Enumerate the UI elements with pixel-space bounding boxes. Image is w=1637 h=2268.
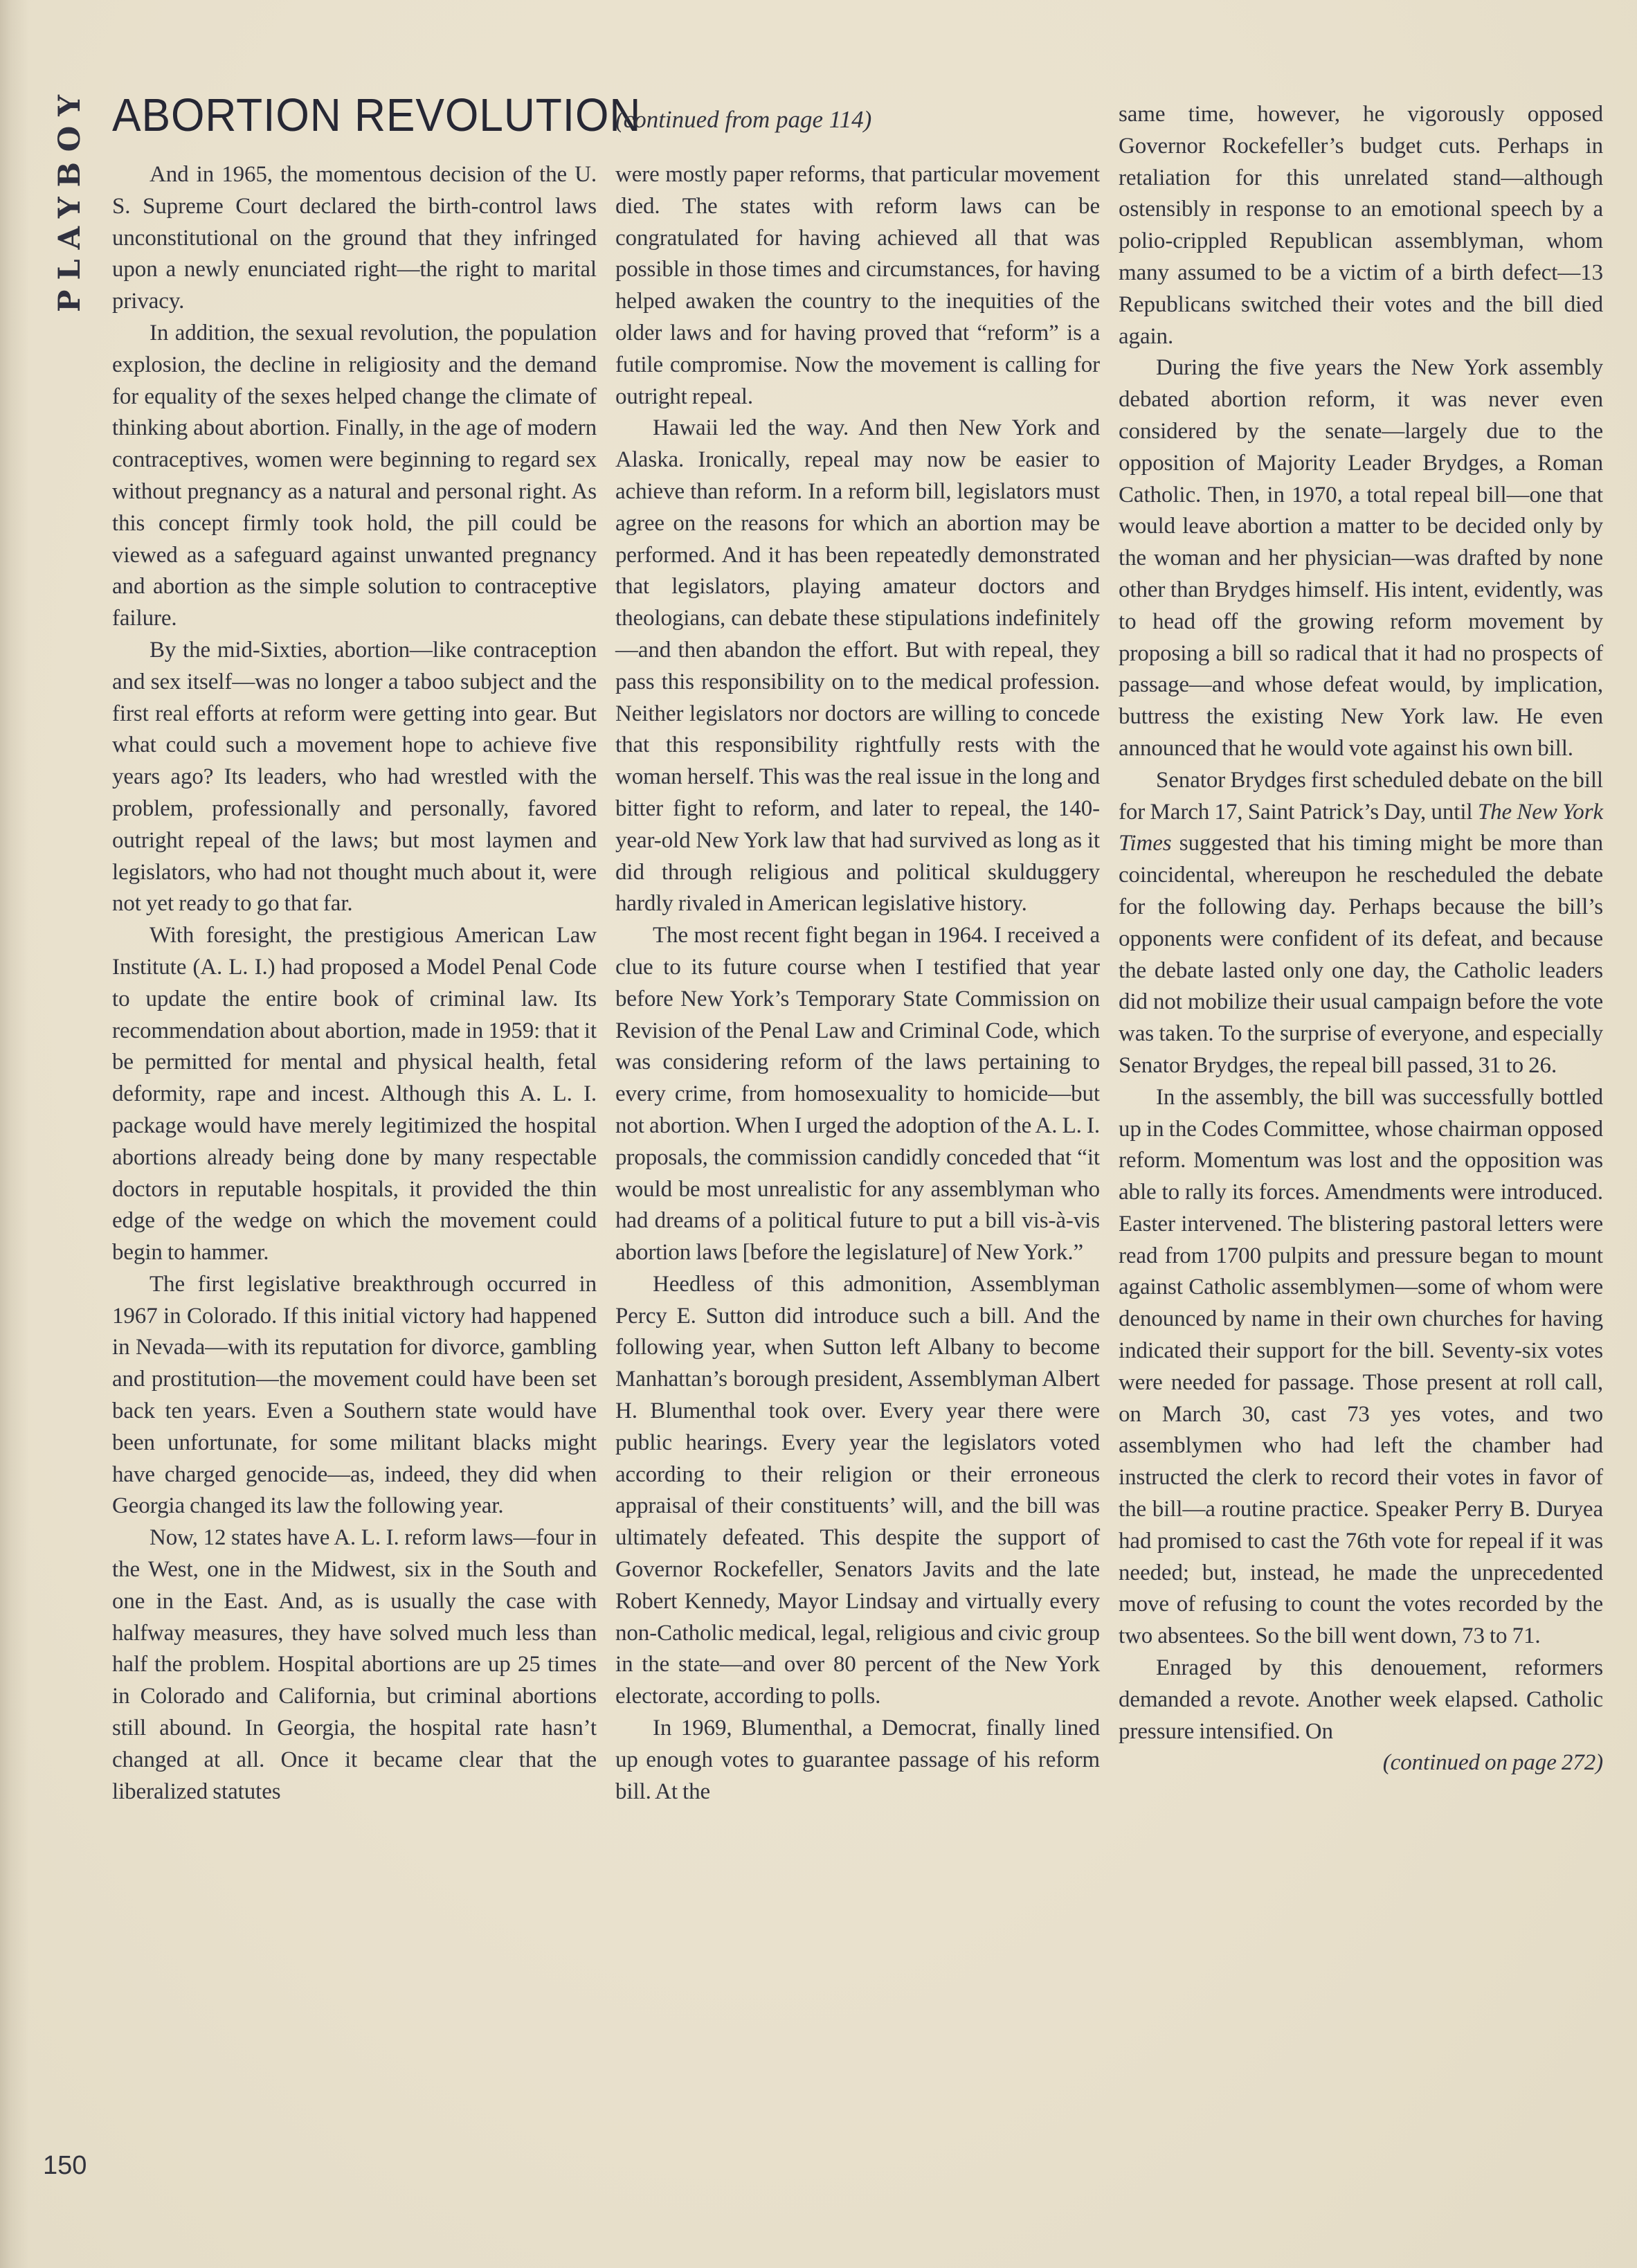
text-run: In addition, the sexual revolution, the population explosion, the decline in religiosity and the demand for equality of the sexes helped change the climate of thinking about abortion. Finally, in the age of modern contraceptives, women were beginning to regard sex without pregnancy as a natural and personal right. As this concept firmly took hold, the pill could be viewed as a safeguard against unwanted pregnancy and abortion as the simple solution to contraceptive failure. bbox=[112, 320, 597, 631]
paragraph bbox=[1119, 99, 1603, 352]
text-run: same time, however, he vigorously opposed Governor Rockefeller’s budget cuts. Perhaps in retaliation for this unrelated stand—although ostensibly in response to an emotional speech by a polio-crippled Republican assemblyman, whom many assumed to be a victim of a birth defect—13 Republicans switched their votes and the bill died again. bbox=[1119, 102, 1603, 349]
italic-run: The New York Times bbox=[1119, 799, 1603, 856]
paragraph bbox=[112, 920, 597, 1269]
paragraph bbox=[615, 920, 1100, 1269]
column-3 bbox=[1119, 99, 1603, 1779]
text-run: And in 1965, the momentous decision of the U. S. Supreme Court declared the birth-control laws unconstitutional on the ground that they infringed upon a newly enunciated right—the right to marital privacy. bbox=[112, 162, 597, 314]
paragraph bbox=[112, 1269, 597, 1522]
paragraph bbox=[112, 1522, 597, 1808]
paragraph bbox=[615, 1269, 1100, 1713]
text-run: Heedless of this admonition, Assemblyman Percy E. Sutton did introduce such a bill. And the following year, when Sutton left Albany to become Manhattan’s borough president, Assemblyman Albert H. Blumenthal took over. Every year there were public hearings. Every year the legislators voted according to their religion or their erroneous appraisal of their constituents’ will, and the bill was ultimately defeated. This despite the support of Governor Rockefeller, Senators Javits and the late Robert Kennedy, Mayor Lindsay and virtually every non-Catholic medical, legal, religious and civic group in the state—and over 80 percent of the New York electorate, according to polls. bbox=[615, 1271, 1100, 1709]
paragraph bbox=[615, 413, 1100, 920]
playboy-logo-vertical: PLAYBOY bbox=[53, 85, 87, 312]
paragraph bbox=[1119, 352, 1603, 764]
text-run: With foresight, the prestigious American Law Institute (A. L. I.) had proposed a Model Penal Code to update the entire book of criminal law. Its recommendation about abortion, made in 1959: that it be permitted for mental and physical health, fetal deformity, rape and incest. Although this A. L. I. package would have merely legitimized the hospital abortions already being done by many respectable doctors in reputable hospitals, it provided the thin edge of the wedge on which the movement could begin to hammer. bbox=[112, 923, 597, 1266]
column-2 bbox=[615, 90, 1100, 1808]
paragraph bbox=[112, 318, 597, 635]
article-title: ABORTION REVOLUTION bbox=[112, 89, 642, 141]
paragraph bbox=[1119, 765, 1603, 1082]
text-run: Enraged by this denouement, reformers demanded a revote. Another week elapsed. Catholic pressure intensified. On bbox=[1119, 1655, 1603, 1744]
text-run: suggested that his timing might be more than coincidental, whereupon he rescheduled the debate for the following day. Perhaps because the bill’s opponents were confident of its defeat, and because the debate lasted only one day, the Catholic leaders did not mobilize their usual campaign before the vote was taken. To the surprise of everyone, and especially Senator Brydges, the repeal bill passed, 31 to 26. bbox=[1119, 831, 1603, 1078]
text-run: Senator Brydges first scheduled debate on the bill for March 17, Saint Patrick’s Day, until bbox=[1119, 767, 1603, 825]
continued-from-note: (continued from page 114) bbox=[615, 106, 872, 133]
paragraph bbox=[1119, 1082, 1603, 1653]
column-1 bbox=[112, 89, 642, 1808]
paragraph bbox=[112, 159, 597, 318]
column-1-body bbox=[112, 159, 597, 1808]
text-run: The most recent fight began in 1964. I received a clue to its future course when I testified that year before New York’s Temporary State Commission on Revision of the Penal Law and Criminal Code, which was considering reform of the laws pertaining to every crime, from homosexuality to homicide—but not abortion. When I urged the adoption of the A. L. I. proposals, the commission candidly conceded that “it would be most unrealistic for any assemblyman who had dreams of a political future to put a bill vis-à-vis abortion laws [before the legislature] of New York.” bbox=[615, 923, 1100, 1266]
text-run: were mostly paper reforms, that particular movement died. The states with reform laws can be congratulated for having achieved all that was possible in those times and circumstances, for having helped awaken the country to the inequities of the older laws and for having proved that “reform” is a futile compromise. Now the movement is calling for outright repeal. bbox=[615, 162, 1100, 409]
paragraph bbox=[112, 635, 597, 920]
continued-on-text: (continued on page 272) bbox=[1382, 1750, 1603, 1776]
continued-on-note bbox=[1119, 1747, 1603, 1779]
text-run: During the five years the New York assembly debated abortion reform, it was never even considered by the senate—largely due to the opposition of Majority Leader Brydges, a Roman Catholic. Then, in 1970, a total repeal bill—one that would leave abortion a matter to be decided only by the woman and her physician—was drafted by none other than Brydges himself. His intent, evidently, was to head off the growing reform movement by proposing a bill so radical that it had no prospects of passage—and whose defeat would, by implication, buttress the existing New York law. He even announced that he would vote against his own bill. bbox=[1119, 355, 1603, 761]
text-run: By the mid-Sixties, abortion—like contraception and sex itself—was no longer a taboo subject and the first real efforts at reform were getting into gear. But what could such a movement hope to achieve five years ago? Its leaders, who had wrestled with the problem, professionally and personally, favored outright repeal of the laws; but most laymen and legislators, who had not thought much about it, were not yet ready to go that far. bbox=[112, 637, 597, 917]
paragraph bbox=[615, 159, 1100, 413]
column-3-body bbox=[1119, 99, 1603, 1747]
page-number: 150 bbox=[43, 2151, 87, 2180]
text-run: Hawaii led the way. And then New York and Alaska. Ironically, repeal may now be easier to achieve than reform. In a reform bill, legislators must agree on the reasons for which an abortion may be performed. And it has been repeatedly demonstrated that legislators, playing amateur doctors and theologians, can debate these stipulations indefinitely—and then abandon the effort. But with repeal, they pass this responsibility on to the medical profession. Neither legislators nor doctors are willing to concede that this responsibility rightfully rests with the woman herself. This was the real issue in the long and bitter fight to reform, and later to repeal, the 140-year-old New York law that had survived as long as it did through religious and political skulduggery hardly rivaled in American legislative history. bbox=[615, 415, 1100, 917]
text-run: The first legislative breakthrough occurred in 1967 in Colorado. If this initial victory had happened in Nevada—with its reputation for divorce, gambling and prostitution—the movement could have been set back ten years. Even a Southern state would have been unfortunate, for some militant blacks might have charged genocide—as, indeed, they did when Georgia changed its law the following year. bbox=[112, 1271, 597, 1519]
paragraph bbox=[1119, 1653, 1603, 1747]
text-run: Now, 12 states have A. L. I. reform laws—four in the West, one in the Midwest, six in the South and one in the East. And, as is usually the case with halfway measures, they have solved much less than half the problem. Hospital abortions are up 25 times in Colorado and California, but criminal abortions still abound. In Georgia, the hospital rate hasn’t changed at all. Once it became clear that the liberalized statutes bbox=[112, 1525, 597, 1804]
column-2-body bbox=[615, 159, 1100, 1808]
paragraph bbox=[615, 1713, 1100, 1808]
text-run: In 1969, Blumenthal, a Democrat, finally lined up enough votes to guarantee passage of his reform bill. At the bbox=[615, 1716, 1100, 1804]
text-run: In the assembly, the bill was successfully bottled up in the Codes Committee, whose chairman opposed reform. Momentum was lost and the opposition was able to rally its forces. Amendments were introduced. Easter intervened. The blistering pastoral letters were read from 1700 pulpits and pressure began to mount against Catholic assemblymen—some of whom were denounced by name in their own churches for having indicated their support for the bill. Seventy-six votes were needed for passage. Those present at roll call, on March 30, cast 73 yes votes, and two assemblymen who had left the chamber had instructed the clerk to record their votes in favor of the bill—a routine practice. Speaker Perry B. Duryea had promised to cast the 76th vote for repeal if it was needed; but, instead, he made the unprecedented move of refusing to count the votes recorded by the two absentees. So the bill went down, 73 to 71. bbox=[1119, 1084, 1603, 1649]
